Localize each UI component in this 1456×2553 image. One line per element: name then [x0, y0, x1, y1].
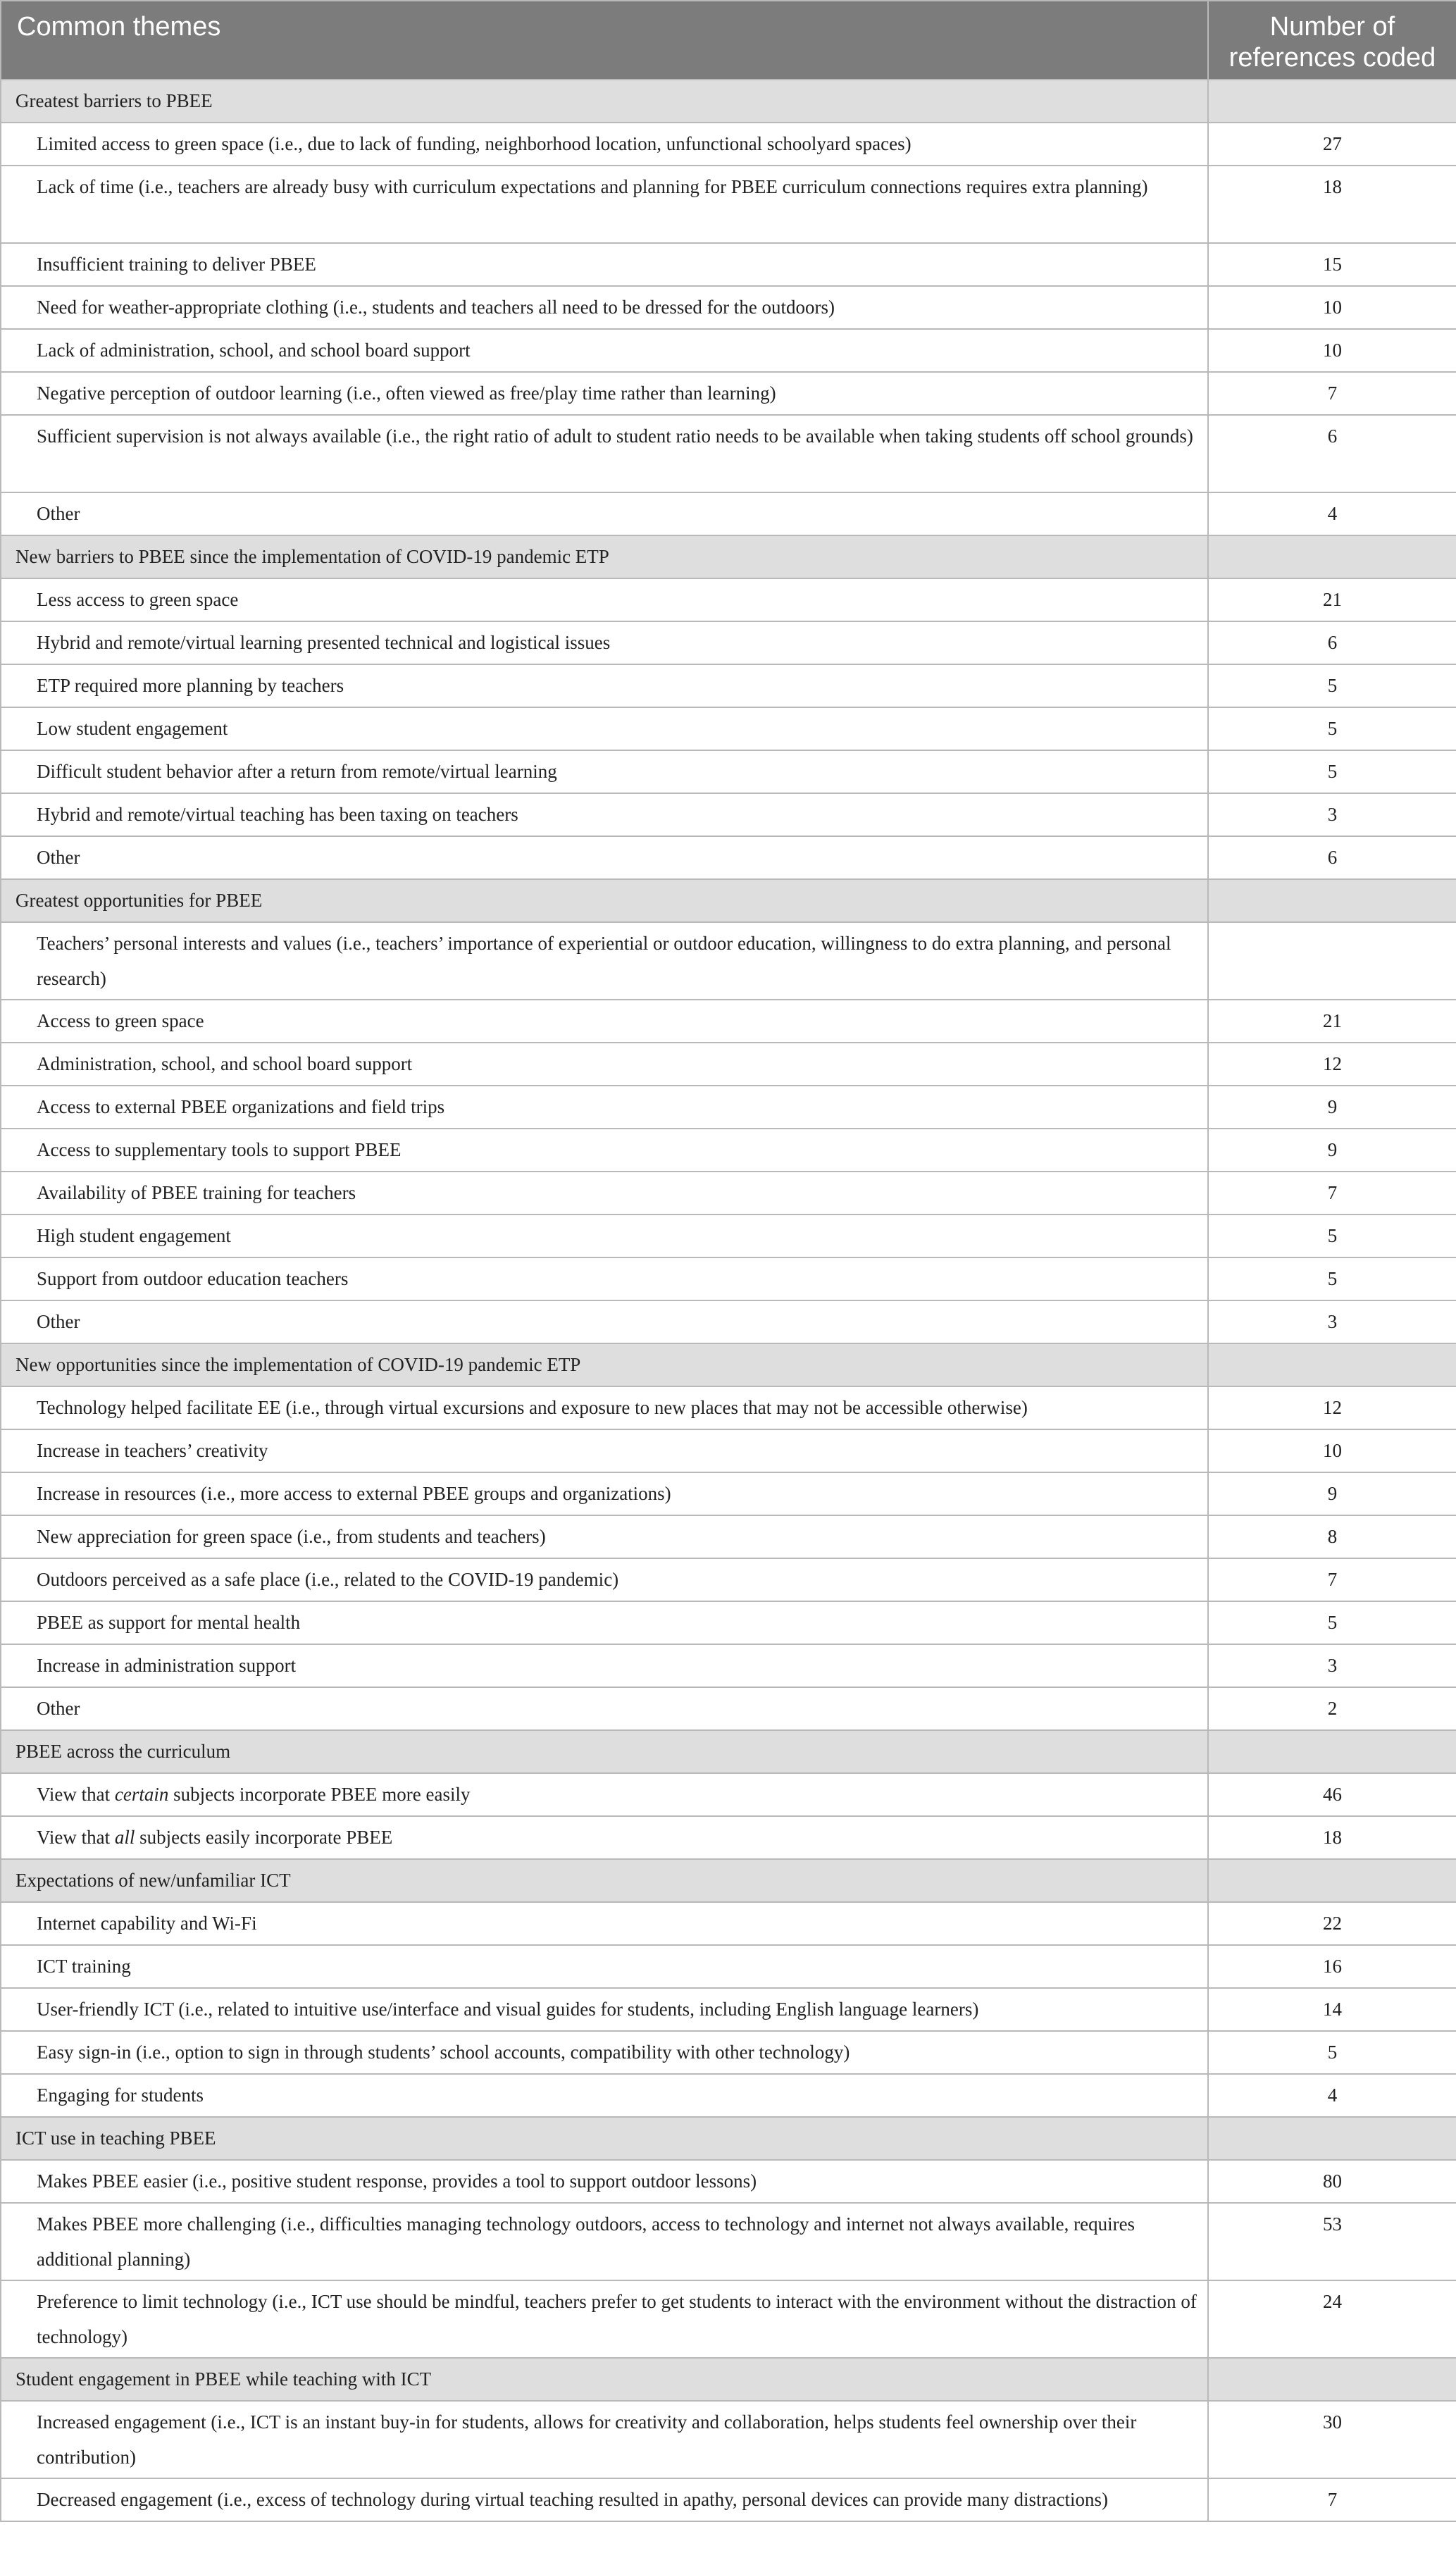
table-row: [1, 415, 1456, 492]
theme-cell: Increased engagement (i.e., ICT is an instant buy-in for students, allows for creativity and collaboration, helps students feel ownership over their contribution): [1, 2401, 1208, 2478]
count-cell: 10: [1208, 286, 1456, 329]
theme-cell: Other: [1, 836, 1208, 879]
count-cell: 46: [1208, 1773, 1456, 1816]
section-count-cell: [1208, 1730, 1456, 1773]
theme-cell: Other: [1, 492, 1208, 535]
theme-cell: Other: [1, 1300, 1208, 1343]
count-cell: 18: [1208, 1816, 1456, 1859]
section-row: [1, 2358, 1456, 2401]
table-row: [1, 329, 1456, 372]
count-cell: 9: [1208, 1472, 1456, 1515]
section-title: New barriers to PBEE since the implementation of COVID-19 pandemic ETP: [1, 535, 1208, 578]
theme-cell: Teachers’ personal interests and values (i.e., teachers’ importance of experiential or outdoor education, willingness to do extra planning, and personal research): [1, 922, 1208, 1000]
table-row: [1, 2478, 1456, 2521]
table-row: [1, 1945, 1456, 1988]
table-row: [1, 1172, 1456, 1215]
table-row: [1, 1472, 1456, 1515]
count-cell: 10: [1208, 1429, 1456, 1472]
theme-cell: Makes PBEE more challenging (i.e., difficulties managing technology outdoors, access to technology and internet not always available, requires additional planning): [1, 2203, 1208, 2280]
count-cell: 21: [1208, 1000, 1456, 1043]
count-cell: 5: [1208, 707, 1456, 750]
theme-cell: Makes PBEE easier (i.e., positive student response, provides a tool to support outdoor lessons): [1, 2160, 1208, 2203]
theme-text-pre: View that: [37, 1827, 115, 1848]
theme-cell: Need for weather-appropriate clothing (i.e., students and teachers all need to be dressed for the outdoors): [1, 286, 1208, 329]
table-row: [1, 492, 1456, 535]
section-row: [1, 1730, 1456, 1773]
theme-cell: Easy sign-in (i.e., option to sign in through students’ school accounts, compatibility with other technology): [1, 2031, 1208, 2074]
count-cell: 15: [1208, 243, 1456, 286]
table-row: [1, 2031, 1456, 2074]
theme-cell: Access to supplementary tools to support PBEE: [1, 1129, 1208, 1172]
theme-cell: New appreciation for green space (i.e., from students and teachers): [1, 1515, 1208, 1558]
table-row: [1, 1644, 1456, 1687]
section-count-cell: [1208, 1859, 1456, 1902]
table-row: [1, 1515, 1456, 1558]
theme-text-pre: View that: [37, 1784, 115, 1805]
theme-cell: Difficult student behavior after a return from remote/virtual learning: [1, 750, 1208, 793]
count-cell: 8: [1208, 1515, 1456, 1558]
table-row: [1, 1129, 1456, 1172]
table-row: [1, 372, 1456, 415]
table-row: [1, 1902, 1456, 1945]
section-count-cell: [1208, 879, 1456, 922]
count-cell: 5: [1208, 2031, 1456, 2074]
count-cell: 9: [1208, 1086, 1456, 1129]
table-row: [1, 1257, 1456, 1300]
section-title: Greatest opportunities for PBEE: [1, 879, 1208, 922]
count-cell: 18: [1208, 166, 1456, 243]
count-cell: 6: [1208, 415, 1456, 492]
section-title: ICT use in teaching PBEE: [1, 2117, 1208, 2160]
header-number-of-references: Number of references coded: [1208, 1, 1456, 80]
theme-cell: Increase in resources (i.e., more access to external PBEE groups and organizations): [1, 1472, 1208, 1515]
section-row: [1, 1343, 1456, 1386]
theme-text-post: subjects easily incorporate PBEE: [135, 1827, 393, 1848]
table-row: [1, 1988, 1456, 2031]
section-row: [1, 535, 1456, 578]
count-cell: 9: [1208, 1129, 1456, 1172]
section-count-cell: [1208, 2117, 1456, 2160]
theme-cell: Lack of time (i.e., teachers are already busy with curriculum expectations and planning for PBEE curriculum connections requires extra planning): [1, 166, 1208, 243]
count-cell: 6: [1208, 836, 1456, 879]
count-cell: 7: [1208, 372, 1456, 415]
theme-cell: Limited access to green space (i.e., due to lack of funding, neighborhood location, unfunctional schoolyard spaces): [1, 123, 1208, 166]
table-row: [1, 750, 1456, 793]
count-cell: [1208, 922, 1456, 1000]
table-row: [1, 922, 1456, 1000]
section-title: PBEE across the curriculum: [1, 1730, 1208, 1773]
theme-cell: Lack of administration, school, and school board support: [1, 329, 1208, 372]
count-cell: 5: [1208, 750, 1456, 793]
table-row: [1, 2203, 1456, 2280]
section-count-cell: [1208, 80, 1456, 123]
table-row: [1, 1687, 1456, 1730]
count-cell: 53: [1208, 2203, 1456, 2280]
count-cell: 6: [1208, 621, 1456, 664]
theme-cell: [1, 1773, 1208, 1816]
count-cell: 3: [1208, 793, 1456, 836]
table-row: [1, 1300, 1456, 1343]
count-cell: 7: [1208, 1172, 1456, 1215]
table-row: [1, 2074, 1456, 2117]
count-cell: 2: [1208, 1687, 1456, 1730]
theme-text-emphasis: certain: [114, 1784, 169, 1805]
theme-cell: Availability of PBEE training for teachers: [1, 1172, 1208, 1215]
table-row: [1, 836, 1456, 879]
section-title: New opportunities since the implementation of COVID-19 pandemic ETP: [1, 1343, 1208, 1386]
header-common-themes: Common themes: [1, 1, 1208, 80]
theme-cell: Administration, school, and school board support: [1, 1043, 1208, 1086]
count-cell: 22: [1208, 1902, 1456, 1945]
theme-cell: Increase in administration support: [1, 1644, 1208, 1687]
table-row: [1, 2280, 1456, 2358]
theme-cell: Less access to green space: [1, 578, 1208, 621]
section-row: [1, 1859, 1456, 1902]
theme-cell: Sufficient supervision is not always available (i.e., the right ratio of adult to student ratio needs to be available when taking students off school grounds): [1, 415, 1208, 492]
count-cell: 4: [1208, 2074, 1456, 2117]
count-cell: 12: [1208, 1386, 1456, 1429]
table-row: [1, 2401, 1456, 2478]
theme-cell: Other: [1, 1687, 1208, 1730]
table-row: [1, 707, 1456, 750]
theme-cell: Low student engagement: [1, 707, 1208, 750]
theme-cell: Negative perception of outdoor learning (i.e., often viewed as free/play time rather than learning): [1, 372, 1208, 415]
theme-cell: Hybrid and remote/virtual learning presented technical and logistical issues: [1, 621, 1208, 664]
table-row: [1, 1601, 1456, 1644]
theme-cell: Decreased engagement (i.e., excess of technology during virtual teaching resulted in apathy, personal devices can provide many distractions): [1, 2478, 1208, 2521]
table-row: [1, 1000, 1456, 1043]
table-row: [1, 578, 1456, 621]
count-cell: 5: [1208, 1215, 1456, 1257]
table-row: [1, 1816, 1456, 1859]
count-cell: 21: [1208, 578, 1456, 621]
header-row: [1, 1, 1456, 80]
table-row: [1, 286, 1456, 329]
count-cell: 24: [1208, 2280, 1456, 2358]
count-cell: 5: [1208, 1257, 1456, 1300]
count-cell: 7: [1208, 1558, 1456, 1601]
theme-cell: User-friendly ICT (i.e., related to intuitive use/interface and visual guides for students, including English language learners): [1, 1988, 1208, 2031]
table-row: [1, 1043, 1456, 1086]
count-cell: 7: [1208, 2478, 1456, 2521]
count-cell: 10: [1208, 329, 1456, 372]
section-count-cell: [1208, 535, 1456, 578]
theme-cell: Preference to limit technology (i.e., ICT use should be mindful, teachers prefer to get students to interact with the environment without the distraction of technology): [1, 2280, 1208, 2358]
table-row: [1, 1429, 1456, 1472]
table-row: [1, 793, 1456, 836]
count-cell: 27: [1208, 123, 1456, 166]
table-row: [1, 166, 1456, 243]
theme-cell: Support from outdoor education teachers: [1, 1257, 1208, 1300]
count-cell: 5: [1208, 664, 1456, 707]
count-cell: 80: [1208, 2160, 1456, 2203]
section-count-cell: [1208, 2358, 1456, 2401]
theme-cell: Outdoors perceived as a safe place (i.e., related to the COVID-19 pandemic): [1, 1558, 1208, 1601]
table-row: [1, 621, 1456, 664]
count-cell: 4: [1208, 492, 1456, 535]
theme-cell: Technology helped facilitate EE (i.e., through virtual excursions and exposure to new places that may not be accessible otherwise): [1, 1386, 1208, 1429]
section-title: Expectations of new/unfamiliar ICT: [1, 1859, 1208, 1902]
theme-cell: ICT training: [1, 1945, 1208, 1988]
table-row: [1, 1215, 1456, 1257]
section-title: Greatest barriers to PBEE: [1, 80, 1208, 123]
count-cell: 3: [1208, 1644, 1456, 1687]
count-cell: 3: [1208, 1300, 1456, 1343]
table-row: [1, 1386, 1456, 1429]
theme-cell: High student engagement: [1, 1215, 1208, 1257]
table-row: [1, 123, 1456, 166]
section-count-cell: [1208, 1343, 1456, 1386]
table-row: [1, 664, 1456, 707]
theme-cell: PBEE as support for mental health: [1, 1601, 1208, 1644]
theme-cell: Access to external PBEE organizations and field trips: [1, 1086, 1208, 1129]
section-row: [1, 879, 1456, 922]
theme-cell: Increase in teachers’ creativity: [1, 1429, 1208, 1472]
section-title: Student engagement in PBEE while teaching with ICT: [1, 2358, 1208, 2401]
theme-cell: Hybrid and remote/virtual teaching has been taxing on teachers: [1, 793, 1208, 836]
theme-text-post: subjects incorporate PBEE more easily: [168, 1784, 471, 1805]
count-cell: 14: [1208, 1988, 1456, 2031]
table-row: [1, 1773, 1456, 1816]
theme-cell: [1, 1816, 1208, 1859]
theme-cell: Insufficient training to deliver PBEE: [1, 243, 1208, 286]
table-row: [1, 1086, 1456, 1129]
section-row: [1, 80, 1456, 123]
theme-cell: Access to green space: [1, 1000, 1208, 1043]
table-row: [1, 2160, 1456, 2203]
section-row: [1, 2117, 1456, 2160]
table-row: [1, 243, 1456, 286]
count-cell: 5: [1208, 1601, 1456, 1644]
count-cell: 12: [1208, 1043, 1456, 1086]
theme-cell: ETP required more planning by teachers: [1, 664, 1208, 707]
table-row: [1, 1558, 1456, 1601]
theme-text-emphasis: all: [114, 1827, 135, 1848]
count-cell: 30: [1208, 2401, 1456, 2478]
count-cell: 16: [1208, 1945, 1456, 1988]
theme-cell: Internet capability and Wi-Fi: [1, 1902, 1208, 1945]
theme-cell: Engaging for students: [1, 2074, 1208, 2117]
